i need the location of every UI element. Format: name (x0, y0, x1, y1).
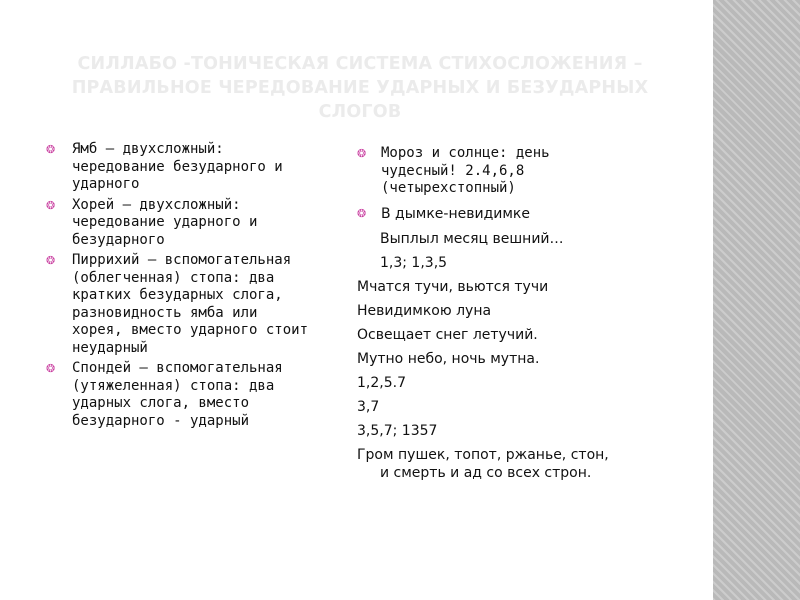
list-item-line: Спондей – вспомогательная (72, 360, 283, 376)
verse-line: и смерть и ад со всех строн. (380, 464, 592, 481)
verse-line: Освещает снег летучий. (357, 326, 538, 343)
verse-line: Гром пушек, топот, ржанье, стон, (357, 446, 609, 463)
verse-line: Мчатся тучи, вьются тучи (357, 278, 549, 295)
example-line: чудесный! 2.4,6,8 (381, 162, 525, 179)
list-item-line: чередование безударного и (72, 158, 283, 175)
ornate-bullet-icon: ❂ (357, 147, 367, 160)
verse-line: 3,5,7; 1357 (357, 422, 438, 439)
list-item-line: Хорей – двухсложный: (72, 196, 241, 213)
right-column (357, 145, 707, 482)
title-line: СИЛЛАБО -ТОНИЧЕСКАЯ СИСТЕМА СТИХОСЛОЖЕНИЯ – (77, 54, 643, 74)
list-item-spondee (46, 360, 346, 430)
list-item-line: безударного (72, 231, 165, 248)
list-item-iamb (46, 141, 346, 194)
list-item-choree (46, 197, 346, 250)
verse-line: Невидимкою луна (357, 302, 492, 319)
ornate-bullet-icon: ❂ (357, 206, 367, 220)
example-line: (четырехстопный) (381, 180, 516, 196)
verse-line: 3,7 (357, 398, 380, 415)
list-item-line: (облегченная) стопа: два (72, 269, 275, 286)
verse-line: 1,3; 1,3,5 (380, 254, 448, 271)
example-item-frost (357, 145, 707, 198)
list-item-line: (утяжеленная) стопа: два (72, 377, 275, 394)
slide-title (40, 52, 680, 124)
example-line: Мороз и солнце: день (381, 145, 550, 161)
left-column (46, 141, 346, 433)
list-item-line: ударного (72, 176, 140, 192)
example-item-haze (357, 205, 707, 223)
example-line: В дымке-невидимке (381, 205, 530, 222)
ornate-bullet-icon: ❂ (46, 143, 56, 156)
ornate-bullet-icon: ❂ (46, 198, 56, 212)
decorative-side-stripe (713, 0, 800, 600)
verse-stanza-last (357, 446, 707, 482)
title-line: ПРАВИЛЬНОЕ ЧЕРЕДОВАНИЕ УДАРНЫХ И БЕЗУДАРНЫХ (71, 78, 649, 98)
list-item-line: Пиррихий – вспомогательная (72, 252, 292, 268)
list-item-line: ударных слога, вместо (72, 395, 250, 411)
list-item-line: хорея, вместо ударного стоит (72, 322, 309, 338)
ornate-bullet-icon: ❂ (46, 362, 56, 375)
ornate-bullet-icon: ❂ (46, 254, 56, 267)
list-item-line: кратких безударных слога, (72, 287, 283, 303)
title-line: СЛОГОВ (318, 102, 402, 122)
verse-line: Мутно небо, ночь мутна. (357, 350, 540, 367)
list-item-pyrrhic (46, 252, 346, 357)
list-item-line: неударный (72, 339, 148, 356)
list-item-line: безударного - ударный (72, 412, 250, 429)
list-item-line: разновидность ямба или (72, 304, 258, 321)
list-item-line: Ямб – двухсложный: (72, 141, 224, 157)
verse-line: Выплыл месяц вешний… (380, 230, 564, 247)
list-item-line: чередование ударного и (72, 214, 258, 230)
verse-line: 1,2,5.7 (357, 374, 406, 391)
